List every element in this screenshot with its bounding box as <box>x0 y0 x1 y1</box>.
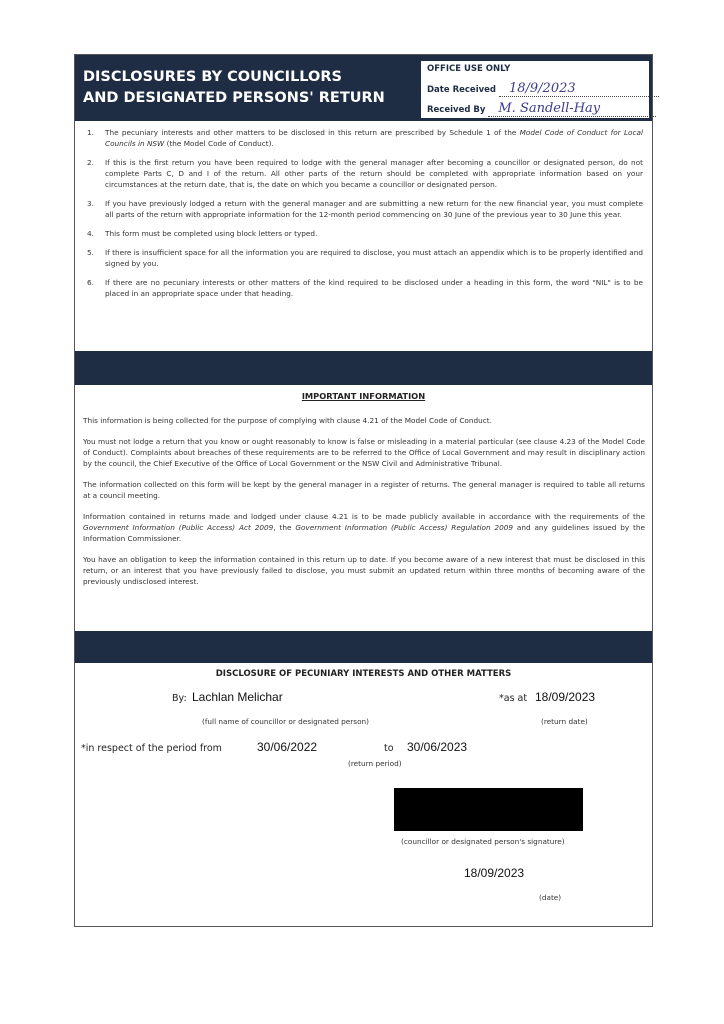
instruction-text: If there are no pecuniary interests or other matters of the kind required to be disclosed under a heading in this form, the word "NIL" is to be placed in an appropriate space under that heading. <box>105 278 643 298</box>
regulation-name: Government Information (Public Access) Regulation 2009 <box>295 523 514 532</box>
form-header <box>75 55 652 121</box>
paragraph-text: and any guidelines issued by the Information Commissioner. <box>83 523 646 543</box>
paragraph-text: , the <box>273 523 296 532</box>
section-divider-band <box>75 351 652 385</box>
date-received-label: Date Received <box>427 85 496 95</box>
instruction-text: If there is insufficient space for all the information you are required to disclose, you must attach an appendix which is to be properly identified and signed by you. <box>105 248 643 268</box>
act-name: Government Information (Public Access) Act 2009 <box>83 523 274 532</box>
instruction-number: 6. <box>87 278 94 287</box>
section-divider-band <box>75 631 652 663</box>
to-label: to <box>384 743 394 754</box>
instruction-item <box>83 247 643 269</box>
office-use-title: OFFICE USE ONLY <box>427 64 511 74</box>
instruction-item <box>83 228 643 239</box>
redacted-signature <box>394 788 583 831</box>
instruction-text: This form must be completed using block letters or typed. <box>105 229 318 238</box>
paragraph-text: Information contained in returns made and lodged under clause 4.21 is to be made publicly available in accordance with the requirements of the <box>83 512 645 521</box>
important-paragraph <box>83 511 645 544</box>
period-from-value: 30/06/2022 <box>257 740 318 754</box>
instruction-text: The pecuniary interests and other matters to be disclosed in this return are prescribed by Schedule 1 of the <box>105 128 520 137</box>
title-line-1: DISCLOSURES BY COUNCILLORS <box>83 69 342 85</box>
return-date-value: 18/09/2023 <box>535 690 596 704</box>
instruction-number: 3. <box>87 199 94 208</box>
name-caption: (full name of councillor or designated person) <box>202 717 370 726</box>
disclosure-title: DISCLOSURE OF PECUNIARY INTERESTS AND OTHER MATTERS <box>215 669 512 679</box>
important-paragraph: The information collected on this form will be kept by the general manager in a register of returns. The general manager is required to table all returns at a council meeting. <box>83 480 645 500</box>
instruction-text-end: (the Model Code of Conduct). <box>164 139 274 148</box>
important-info-body <box>83 415 645 597</box>
instruction-item <box>83 127 643 149</box>
instruction-number: 1. <box>87 128 94 137</box>
important-paragraph: You have an obligation to keep the information contained in this return up to date. If you become aware of a new interest that must be disclosed in this return, or an interest that you have previously failed to disclose, you must submit an updated return within three months of becoming aware of the previously undisclosed interest. <box>83 555 645 586</box>
return-form <box>74 54 653 927</box>
received-by-value: M. Sandell-Hay <box>498 101 601 116</box>
date-received-field <box>499 81 659 97</box>
received-by-field <box>488 101 656 117</box>
instruction-italic-text: Model Code of Conduct for Local Councils in NSW <box>105 128 644 148</box>
period-label: *in respect of the period from <box>81 743 222 754</box>
office-use-box <box>421 61 649 118</box>
instruction-item <box>83 198 643 220</box>
instructions-list <box>83 127 643 307</box>
return-date-caption: (return date) <box>541 717 588 726</box>
period-caption: (return period) <box>348 759 402 768</box>
signature-caption: (councillor or designated person's signature) <box>401 837 565 846</box>
instruction-text: If you have previously lodged a return with the general manager and are submitting a new return for the new financial year, you must complete all parts of the return with appropriate information for the 12-month period commencing on 30 June of the previous year to 30 June this year. <box>105 199 643 219</box>
date-caption: (date) <box>539 893 562 902</box>
form-title <box>83 67 413 109</box>
instruction-number: 2. <box>87 158 94 167</box>
important-paragraph: You must not lodge a return that you know or ought reasonably to know is false or misleading in a material particular (see clause 4.23 of the Model Code of Conduct). Complaints about breaches of these requirements are to be referred to the Office of Local Government and may result in disciplinary action by the council, the Chief Executive of the Office of Local Government or the NSW Civil and Administrative Tribunal. <box>83 437 645 468</box>
received-by-row <box>427 101 656 117</box>
instruction-item <box>83 277 643 299</box>
date-received-value: 18/9/2023 <box>508 81 576 96</box>
as-at-label: *as at <box>499 693 528 704</box>
declarant-name: Lachlan Melichar <box>192 690 283 704</box>
period-to-value: 30/06/2023 <box>407 740 468 754</box>
important-paragraph: This information is being collected for the purpose of complying with clause 4.21 of the Model Code of Conduct. <box>83 416 492 425</box>
instruction-item <box>83 157 643 190</box>
title-line-2: AND DESIGNATED PERSONS' RETURN <box>83 90 385 106</box>
by-label: By: <box>172 693 187 704</box>
instruction-number: 5. <box>87 248 94 257</box>
date-received-row <box>427 81 659 97</box>
instruction-text: If this is the first return you have been required to lodge with the general manager after becoming a councillor or designated person, do not complete Parts C, D and I of the return. All other parts of the return should be completed with appropriate information based on your circumstances at the return date, that is, the date on which you became a councillor or designated person. <box>105 158 643 189</box>
received-by-label: Received By <box>427 105 486 115</box>
signature-date-value: 18/09/2023 <box>464 866 525 880</box>
important-info-title: IMPORTANT INFORMATION <box>301 391 426 401</box>
instruction-number: 4. <box>87 229 94 238</box>
